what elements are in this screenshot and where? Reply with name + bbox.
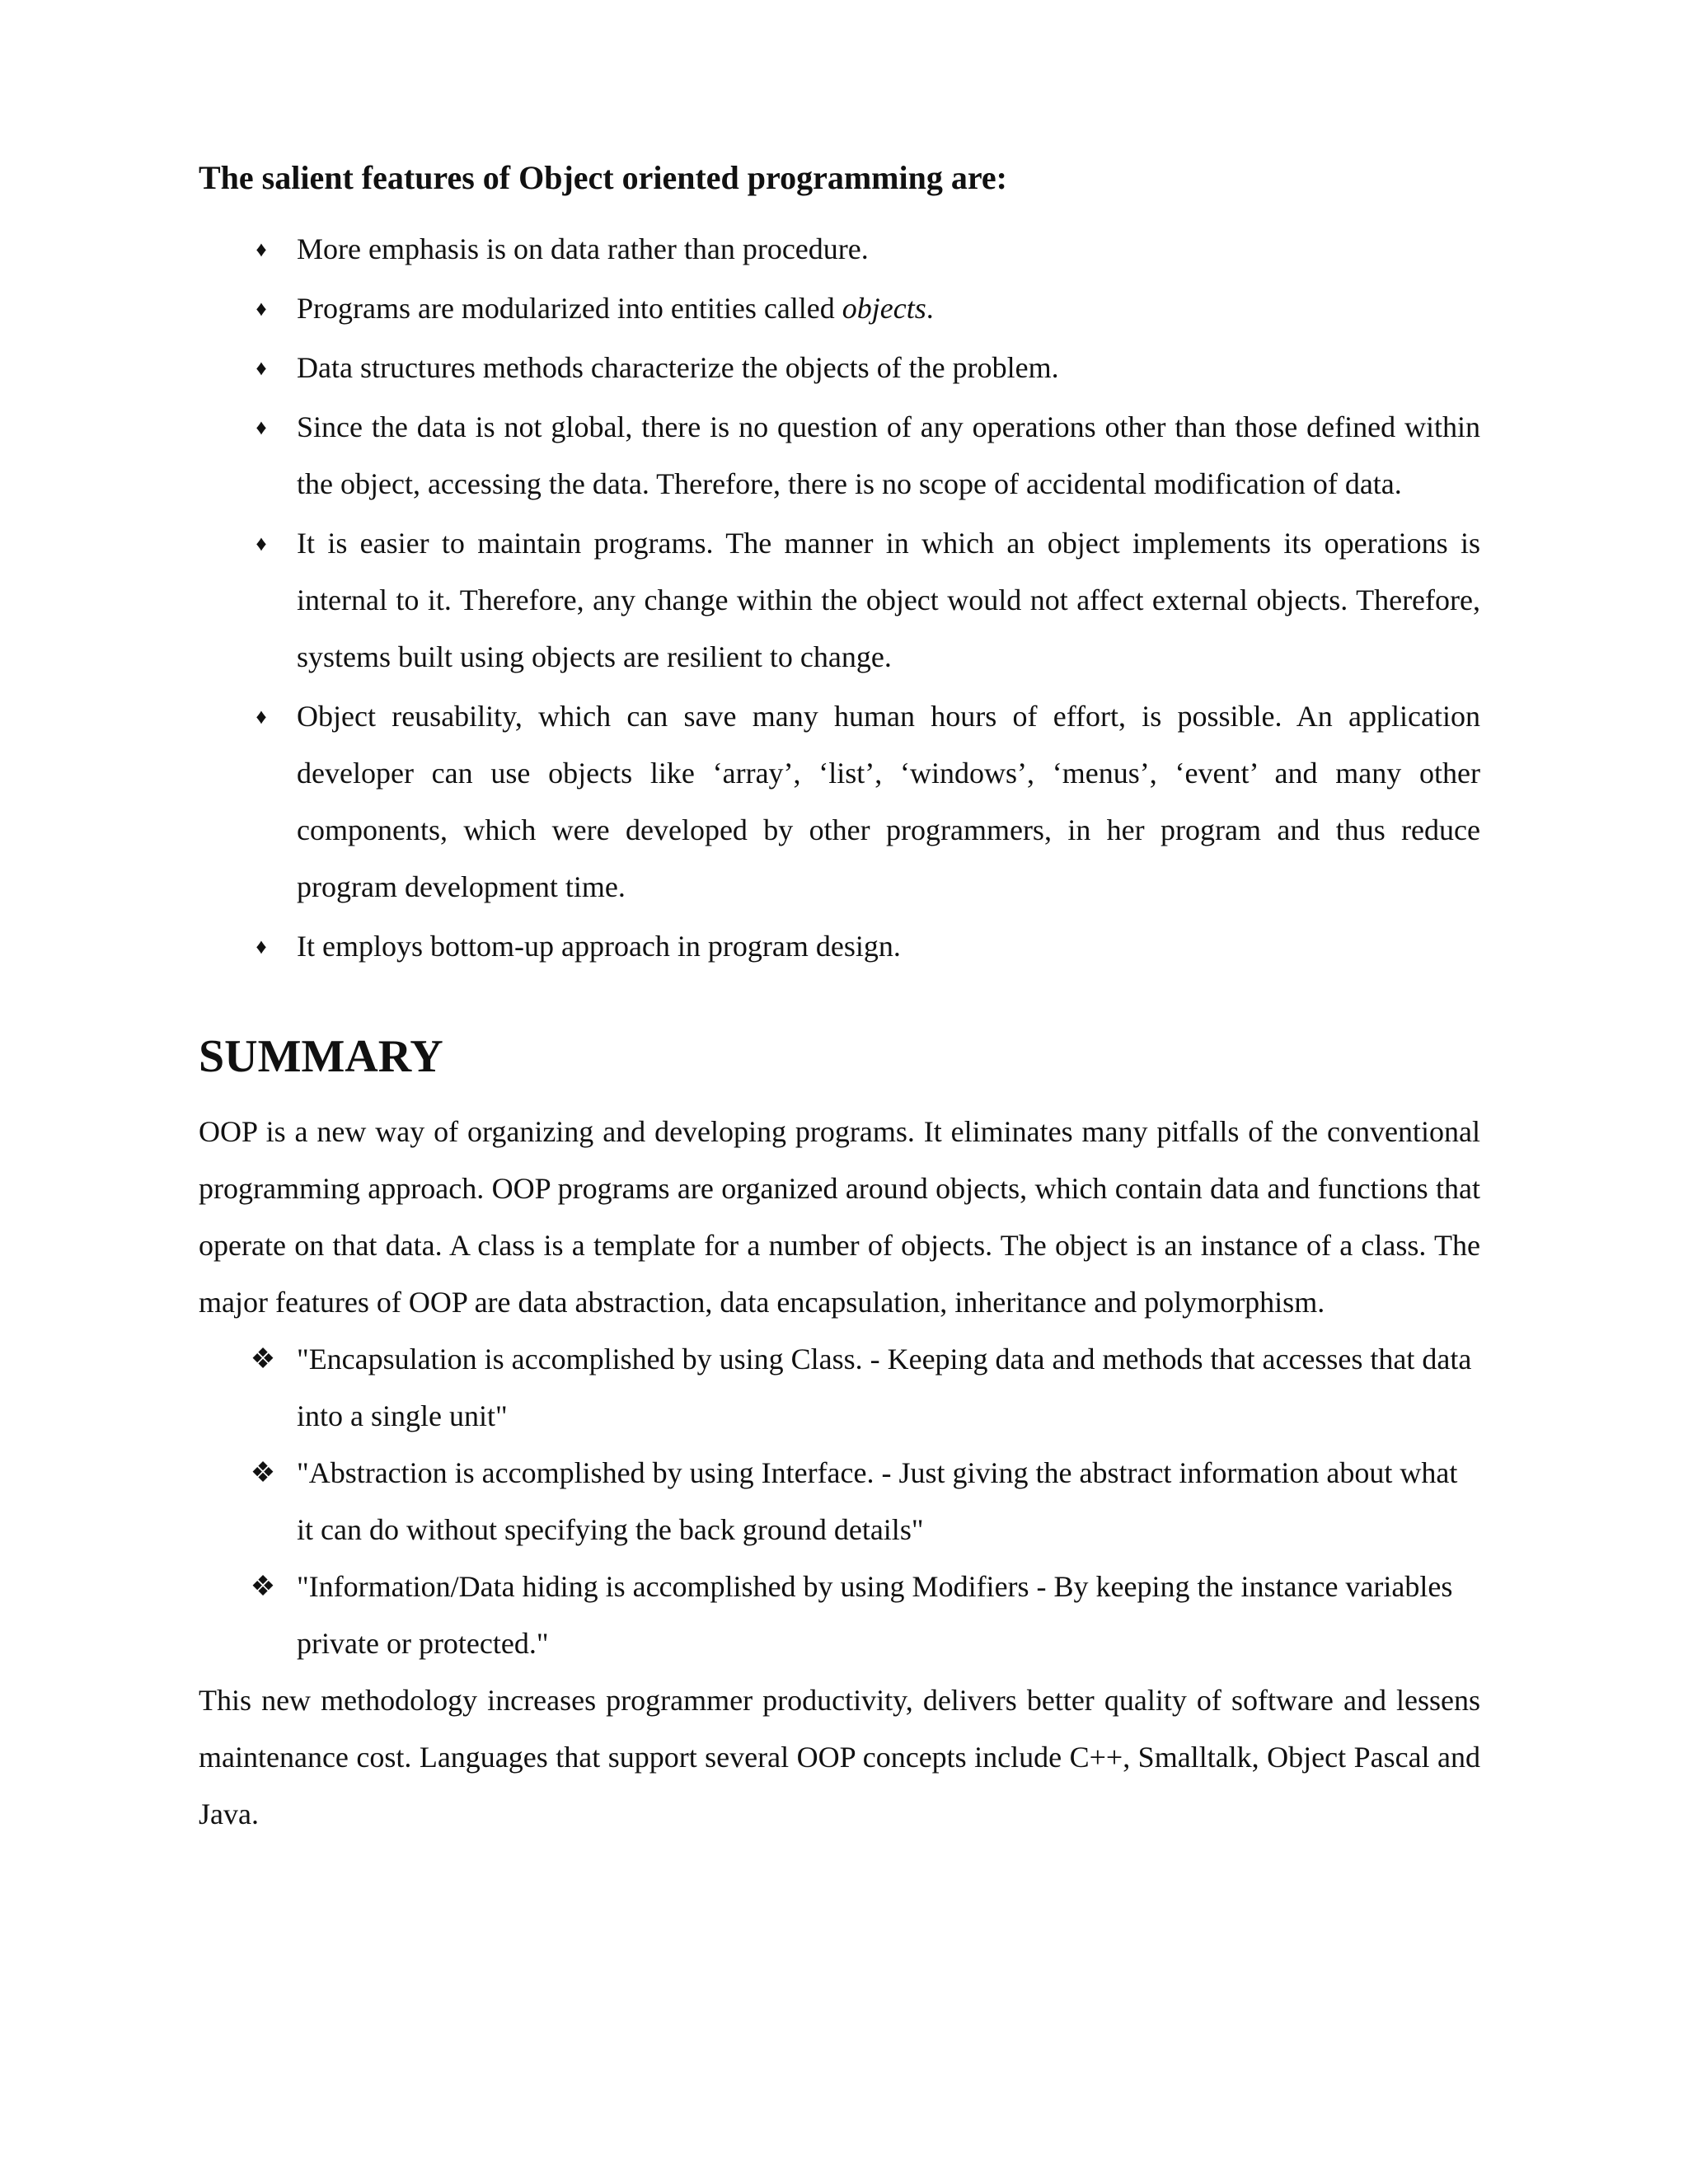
- list-item: [199, 918, 1480, 975]
- diamond-bullet-icon: ♦: [256, 705, 267, 729]
- summary-title: SUMMARY: [199, 1031, 443, 1082]
- list-item: [199, 1558, 1480, 1672]
- quote-text: "Information/Data hiding is accomplished by using Modifiers - By keeping the instance variables private or protected.": [297, 1570, 1453, 1660]
- diamond-bullet-icon: ♦: [256, 935, 267, 958]
- list-item-text: More emphasis is on data rather than procedure.: [297, 232, 869, 265]
- document-page: [199, 157, 1480, 1843]
- four-diamond-bullet-icon: ❖: [250, 1572, 276, 1602]
- list-item: [199, 340, 1480, 396]
- features-heading: The salient features of Object oriented programming are:: [199, 159, 1007, 196]
- list-item-text: Object reusability, which can save many human hours of effort, is possible. An application developer can use objects like ‘array’, ‘list’, ‘windows’, ‘menus’, ‘event’ and many other components, which were developed by other programmers, in her program and thus reduce program development time.: [297, 700, 1480, 903]
- diamond-bullet-icon: ♦: [256, 297, 267, 321]
- four-diamond-bullet-icon: ❖: [250, 1344, 276, 1375]
- list-item: [199, 221, 1480, 278]
- list-item: [199, 399, 1480, 513]
- diamond-bullet-icon: ♦: [256, 356, 267, 380]
- quote-text: "Abstraction is accomplished by using Interface. - Just giving the abstract information about what it can do without specifying the back ground details": [297, 1456, 1458, 1546]
- list-item-text: It employs bottom-up approach in program design.: [297, 930, 901, 963]
- list-item: [199, 280, 1480, 337]
- list-item-text: It is easier to maintain programs. The manner in which an object implements its operations is internal to it. Therefore, any change within the object would not affect external objects. Therefore, systems built using objects are resilient to change.: [297, 527, 1480, 673]
- list-item-text-end: .: [926, 292, 934, 325]
- list-item: [199, 515, 1480, 686]
- list-item: [199, 1331, 1480, 1445]
- quotes-list: [199, 1331, 1480, 1672]
- emphasized-term: objects: [842, 292, 926, 325]
- list-item-text: Since the data is not global, there is no question of any operations other than those defined within the object, accessing the data. Therefore, there is no scope of accidental modification of data.: [297, 410, 1480, 500]
- diamond-bullet-icon: ♦: [256, 532, 267, 555]
- diamond-bullet-icon: ♦: [256, 415, 267, 439]
- four-diamond-bullet-icon: ❖: [250, 1458, 276, 1488]
- list-item-text: Programs are modularized into entities called: [297, 292, 842, 325]
- quote-text: "Encapsulation is accomplished by using Class. - Keeping data and methods that accesses that data into a single unit": [297, 1343, 1472, 1432]
- list-item: [199, 688, 1480, 916]
- diamond-bullet-icon: ♦: [256, 237, 267, 261]
- features-list: [199, 221, 1480, 975]
- closing-paragraph: This new methodology increases programmer productivity, delivers better quality of software and lessens maintenance cost. Languages that support several OOP concepts include C++, Smalltalk, Object Pascal and Java.: [199, 1684, 1480, 1830]
- summary-paragraph: OOP is a new way of organizing and developing programs. It eliminates many pitfalls of the conventional programming approach. OOP programs are organized around objects, which contain data and functions that operate on that data. A class is a template for a number of objects. The object is an instance of a class. The major features of OOP are data abstraction, data encapsulation, inheritance and polymorphism.: [199, 1115, 1480, 1319]
- list-item-text: Data structures methods characterize the objects of the problem.: [297, 351, 1059, 384]
- list-item: [199, 1445, 1480, 1558]
